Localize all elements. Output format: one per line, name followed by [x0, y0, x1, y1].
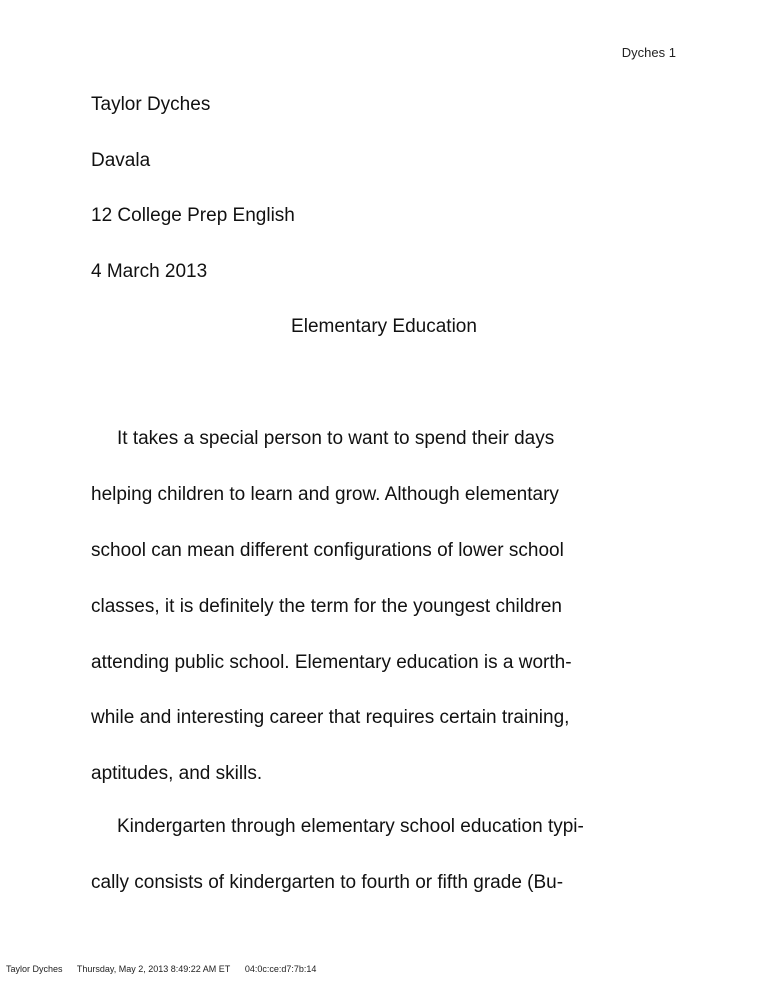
- footer-timestamp: Thursday, May 2, 2013 8:49:22 AM ET: [76, 964, 231, 974]
- print-footer: [6, 964, 328, 974]
- body-line: cally consists of kindergarten to fourth or fifth grade (Bu-: [91, 872, 564, 893]
- body-line: school can mean different configurations of lower school: [91, 540, 564, 561]
- student-name: Taylor Dyches: [91, 94, 211, 115]
- body-line: It takes a special person to want to spend their days: [117, 428, 555, 449]
- body-line: classes, it is definitely the term for the youngest children: [91, 596, 563, 617]
- body-line: aptitudes, and skills.: [91, 763, 263, 784]
- essay-title: Elementary Education: [291, 316, 477, 337]
- instructor-name: Davala: [91, 150, 151, 171]
- course-name: 12 College Prep English: [91, 205, 295, 226]
- footer-author: Taylor Dyches: [6, 964, 63, 974]
- body-line: helping children to learn and grow. Although elementary: [91, 484, 559, 505]
- running-head: Dyches 1: [621, 45, 676, 60]
- body-line: Kindergarten through elementary school education typi-: [117, 816, 584, 837]
- body-line: while and interesting career that requires certain training,: [91, 707, 570, 728]
- body-line: attending public school. Elementary education is a worth-: [91, 652, 572, 673]
- assignment-date: 4 March 2013: [91, 261, 208, 282]
- footer-id: 04:0c:ce:d7:7b:14: [244, 964, 317, 974]
